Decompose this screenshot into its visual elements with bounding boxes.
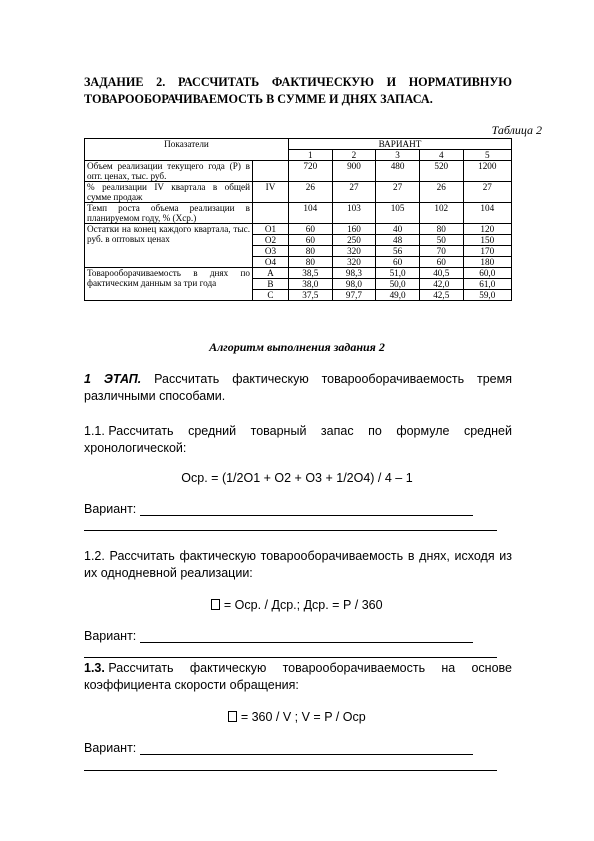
header-variant: ВАРИАНТ <box>289 139 512 150</box>
step-1-1-word: средней <box>463 424 512 438</box>
table-cell: 40,5 <box>419 268 463 279</box>
table-cell: 27 <box>463 182 511 203</box>
table-cell: 97,7 <box>332 290 376 301</box>
variant-number: 1 <box>289 150 333 161</box>
table-cell: 50,0 <box>376 279 420 290</box>
table-cell: 105 <box>376 203 420 224</box>
table-row <box>85 161 512 182</box>
answer-line[interactable] <box>140 503 473 516</box>
table-cell: 49,0 <box>376 290 420 301</box>
table-cell: 26 <box>289 182 333 203</box>
row-label: % реализации IV квартала в общей сумме продаж <box>85 182 253 203</box>
table-cell: 42,5 <box>419 290 463 301</box>
step-1-1-word: формуле <box>396 424 450 438</box>
variant-answer-3 <box>84 741 473 755</box>
variant-answer-2 <box>84 629 473 643</box>
missing-glyph-icon <box>211 599 220 610</box>
step-1-3-word: товарооборачиваемость <box>282 661 426 675</box>
table-cell: 320 <box>332 257 376 268</box>
stage1-text: Рассчитать фактическую товарооборачиваемость тремя различными способами. <box>84 372 512 403</box>
table-cell: 80 <box>289 246 333 257</box>
table-cell: 98,3 <box>332 268 376 279</box>
step-1-3-word: Рассчитать <box>108 661 174 675</box>
rest-label: Остатки на конец каждого квартала, тыс. руб. в оптовых ценах <box>85 224 253 268</box>
table-cell: 150 <box>463 235 511 246</box>
table-cell: 170 <box>463 246 511 257</box>
variant-label: Вариант: <box>84 502 137 516</box>
table-cell: 900 <box>332 161 376 182</box>
step-1-3-word: фактическую <box>189 661 267 675</box>
step-1-2-paragraph: 1.2. Рассчитать фактическую товарооборачиваемость в днях, исходя из их однодневной реализации: <box>84 549 512 580</box>
row-code: О1 <box>253 224 289 235</box>
step-1-1-word: товарный <box>250 424 307 438</box>
variant-number: 4 <box>419 150 463 161</box>
table-cell: 102 <box>419 203 463 224</box>
row-code: В <box>253 279 289 290</box>
table-cell: 60,0 <box>463 268 511 279</box>
table-cell: 70 <box>419 246 463 257</box>
variant-answer-1 <box>84 502 473 516</box>
table-cell: 250 <box>332 235 376 246</box>
row-code: А <box>253 268 289 279</box>
table-cell: 50 <box>419 235 463 246</box>
stage1-label: 1 ЭТАП. <box>84 372 142 386</box>
step-1-1-word: 1.1. Рассчитать <box>84 424 174 438</box>
table-cell: 37,5 <box>289 290 333 301</box>
table-cell: 98,0 <box>332 279 376 290</box>
answer-line[interactable] <box>140 630 473 643</box>
table-caption: Таблица 2 <box>491 123 542 137</box>
table-cell: 40 <box>376 224 420 235</box>
answer-line[interactable] <box>140 742 473 755</box>
table-cell: 38,0 <box>289 279 333 290</box>
step-1-1-line <box>84 423 512 440</box>
variant-number: 5 <box>463 150 511 161</box>
answer-line-extra[interactable] <box>84 657 497 658</box>
formula-turnover-days <box>0 598 594 612</box>
row-code <box>253 161 289 182</box>
answer-line-extra[interactable] <box>84 530 497 531</box>
step-1-1-paragraph <box>84 423 512 457</box>
table-row <box>85 203 512 224</box>
table-cell: 520 <box>419 161 463 182</box>
table-cell: 60 <box>289 224 333 235</box>
formula-turnover-rate-text: = 360 / V ; V = P / Оср <box>240 710 366 724</box>
variant-number: 3 <box>376 150 420 161</box>
table-cell: 80 <box>289 257 333 268</box>
data-table <box>84 138 512 301</box>
table-row <box>85 224 512 235</box>
table-cell: 60 <box>419 257 463 268</box>
formula-average-stock: Оср. = (1/2О1 + О2 + О3 + 1/2О4) / 4 – 1 <box>181 471 413 485</box>
table-cell: 120 <box>463 224 511 235</box>
row-code: С <box>253 290 289 301</box>
formula-turnover-days-text: = Оср. / Дср.; Дср. = Р / 360 <box>223 598 383 612</box>
table-cell: 56 <box>376 246 420 257</box>
missing-glyph-icon <box>228 711 237 722</box>
table-cell: 104 <box>289 203 333 224</box>
table-cell: 61,0 <box>463 279 511 290</box>
table-cell: 60 <box>376 257 420 268</box>
table-cell: 103 <box>332 203 376 224</box>
step-1-1-rest: хронологической: <box>84 441 187 455</box>
table-cell: 80 <box>419 224 463 235</box>
step-1-1-word: средний <box>188 424 237 438</box>
step-1-1-word: запас <box>320 424 354 438</box>
variant-label: Вариант: <box>84 741 137 755</box>
row-code: О3 <box>253 246 289 257</box>
table-cell: 42,0 <box>419 279 463 290</box>
row-code: IV <box>253 182 289 203</box>
table-cell: 38,5 <box>289 268 333 279</box>
step-1-3-paragraph <box>84 660 512 694</box>
table-cell: 720 <box>289 161 333 182</box>
variant-label: Вариант: <box>84 629 137 643</box>
formula-turnover-rate <box>0 710 594 724</box>
header-indicators: Показатели <box>85 139 289 161</box>
table-cell: 160 <box>332 224 376 235</box>
table-cell: 51,0 <box>376 268 420 279</box>
table-row <box>85 182 512 203</box>
step-1-3-word: на <box>441 661 456 675</box>
answer-line-extra[interactable] <box>84 770 497 771</box>
step-1-1-word: по <box>368 424 382 438</box>
turnover-label: Товарооборачиваемость в днях по фактическим данным за три года <box>85 268 253 301</box>
table-header-row <box>85 139 512 150</box>
variant-number: 2 <box>332 150 376 161</box>
table-cell: 26 <box>419 182 463 203</box>
algorithm-title: Алгоритм выполнения задания 2 <box>209 340 385 354</box>
step-1-3-rest: коэффициента скорости обращения: <box>84 678 299 692</box>
table-cell: 48 <box>376 235 420 246</box>
table-cell: 27 <box>376 182 420 203</box>
step-1-3-line <box>84 660 512 677</box>
task-title: ЗАДАНИЕ 2. РАССЧИТАТЬ ФАКТИЧЕСКУЮ И НОРМАТИВНУЮ ТОВАРООБОРАЧИВАЕМОСТЬ В СУММЕ И ДНЯХ ЗАПАСА. <box>84 75 512 106</box>
table-cell: 320 <box>332 246 376 257</box>
table-cell: 104 <box>463 203 511 224</box>
table-cell: 480 <box>376 161 420 182</box>
row-label: Объем реализации текущего года (Р) в опт. ценах, тыс. руб. <box>85 161 253 182</box>
step-1-3-label: 1.3. <box>84 661 105 675</box>
table-cell: 180 <box>463 257 511 268</box>
step-1-3-word: основе <box>471 661 512 675</box>
table-cell: 27 <box>332 182 376 203</box>
row-code: О4 <box>253 257 289 268</box>
table-cell: 1200 <box>463 161 511 182</box>
row-code: О2 <box>253 235 289 246</box>
table-row <box>85 268 512 279</box>
table-cell: 60 <box>289 235 333 246</box>
row-code <box>253 203 289 224</box>
table-cell: 59,0 <box>463 290 511 301</box>
stage1-paragraph <box>84 371 512 405</box>
row-label: Темп роста объема реализации в планируемом году, % (Хср.) <box>85 203 253 224</box>
